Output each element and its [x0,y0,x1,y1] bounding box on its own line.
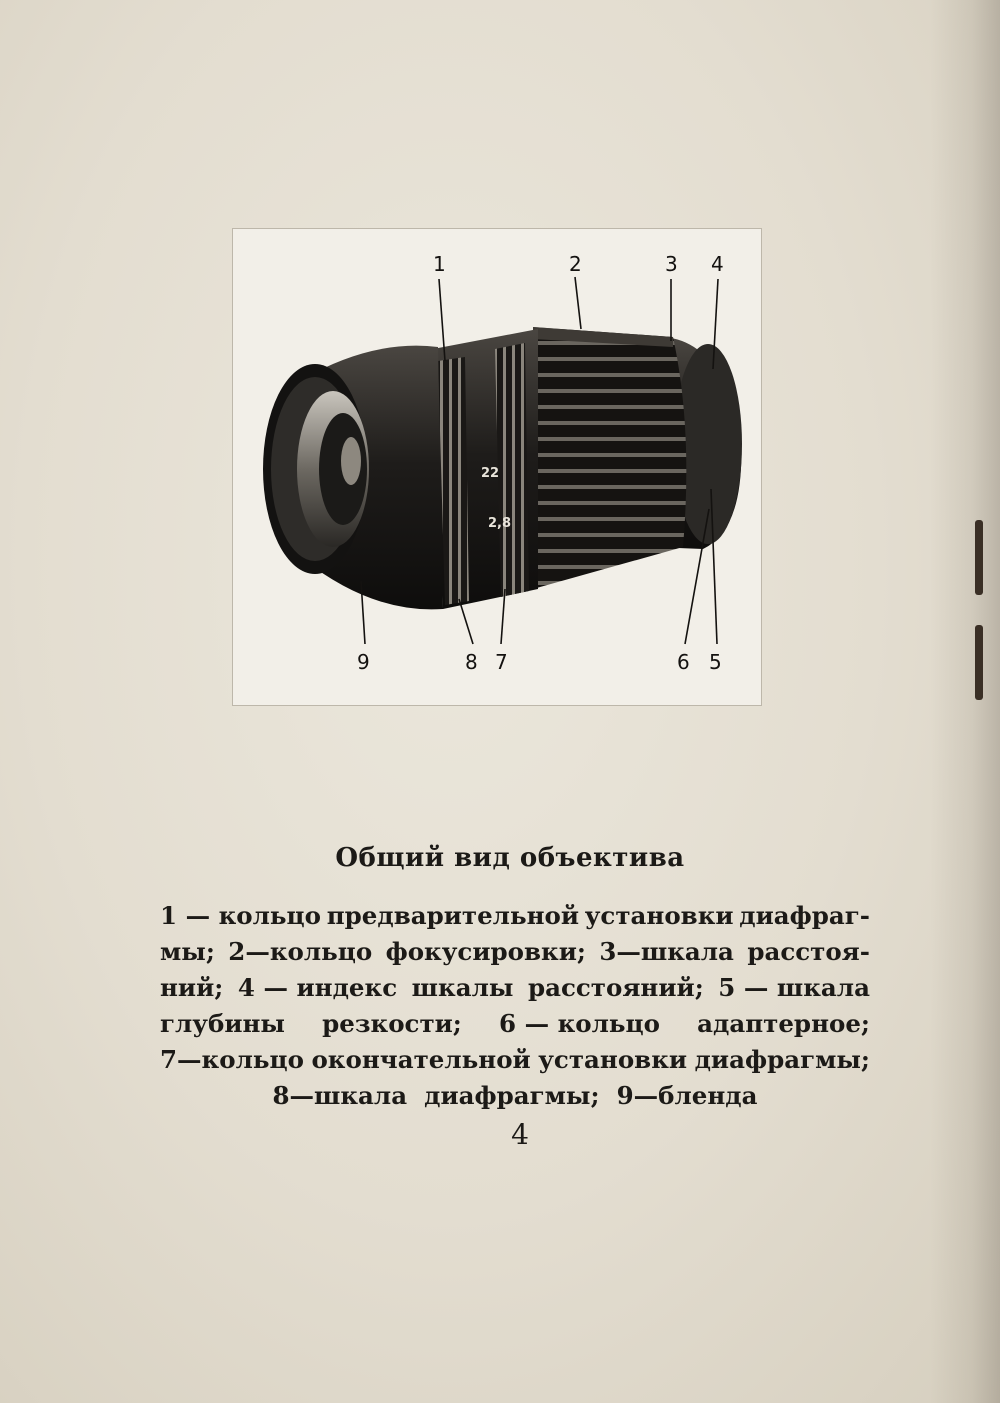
legend-word: 3—шкала [599,937,734,966]
staple-bottom [975,625,983,700]
callout-9: 9 [357,650,370,674]
callout-4: 4 [711,252,724,276]
page-number: 4 [511,1118,529,1151]
legend-word: 9—бленда [616,1081,758,1110]
callout-7: 7 [495,650,508,674]
callout-8: 8 [465,650,478,674]
legend-word: адаптерное; [697,1009,870,1038]
callout-2: 2 [569,252,582,276]
legend-word: диафрагмы; [694,1045,870,1074]
legend-word: глубины [160,1009,285,1038]
legend-word: 5 — шкала [718,973,870,1002]
legend-line [160,1006,870,1042]
legend-word: резкости; [322,1009,462,1038]
legend-word: предварительной [326,901,580,930]
staple-top [975,520,983,595]
figure-caption-title: Общий вид объектива [335,843,685,873]
legend-word: 8—шкала [272,1081,408,1110]
legend-word: ний; [160,973,224,1002]
legend-line [160,934,870,970]
svg-text:2,8: 2,8 [488,516,512,531]
legend-word: расстоя- [747,937,870,966]
callout-3: 3 [665,252,678,276]
callout-6: 6 [677,650,690,674]
legend-line [160,1042,870,1078]
legend-word: 4 — индекс [237,973,398,1002]
callout-5: 5 [709,650,722,674]
legend-line [160,970,870,1006]
lens-illustration [233,229,761,705]
legend-word: шкалы [411,973,514,1002]
legend-word: диафрагмы; [424,1081,600,1110]
svg-text:22: 22 [481,466,500,481]
legend-word: окончательной [311,1045,531,1074]
legend-word: установки [538,1045,688,1074]
callout-1: 1 [433,252,446,276]
legend-word: фокусировки; [385,937,586,966]
legend-word: мы; [160,937,215,966]
figure-legend [160,898,870,1114]
legend-line [160,1078,870,1114]
legend-word: 7—кольцо [160,1045,304,1074]
legend-line [160,898,870,934]
legend-word: диафраг- [739,901,870,930]
legend-word: 6 — кольцо [499,1009,660,1038]
lens-photo [232,228,762,706]
legend-word: расстояний; [527,973,704,1002]
spine-shadow [930,0,1000,1403]
legend-word: 2—кольцо [228,937,373,966]
legend-word: 1 — кольцо [160,901,321,930]
legend-word: установки [584,901,734,930]
